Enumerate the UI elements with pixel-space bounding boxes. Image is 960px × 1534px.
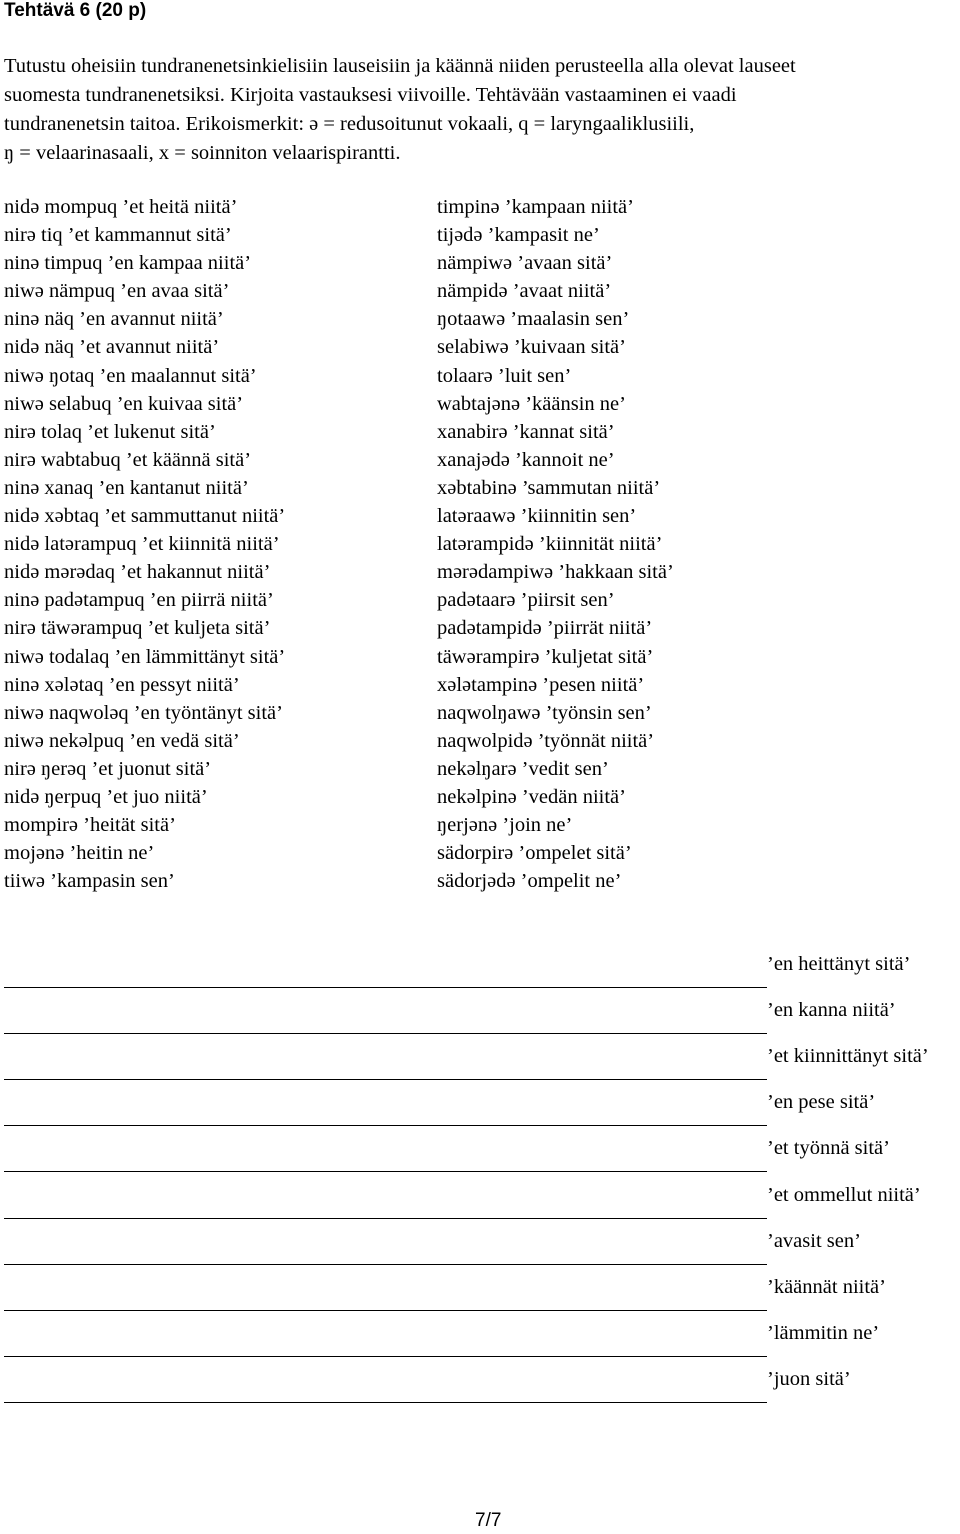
answer-row <box>0 1270 960 1316</box>
page-title: Tehtävä 6 (20 p) <box>4 0 147 21</box>
example-sentence: nidə näq ’et avannut niitä’ <box>4 336 220 359</box>
example-sentence: xanabirə ’kannat sitä’ <box>437 420 615 443</box>
answer-line[interactable] <box>4 1310 767 1311</box>
answer-row <box>0 1224 960 1270</box>
example-sentence: ninə näq ’en avannut niitä’ <box>4 308 224 331</box>
example-sentence: sädorpirə ’ompelet sitä’ <box>437 842 632 865</box>
example-sentence: tiiwə ’kampasin sen’ <box>4 870 175 893</box>
answer-line[interactable] <box>4 1033 767 1034</box>
example-sentence: nirə ŋerəq ’et juonut sitä’ <box>4 757 212 780</box>
answer-prompt: ’et ommellut niitä’ <box>767 1183 921 1206</box>
example-sentence: niwə nämpuq ’en avaa sitä’ <box>4 280 230 303</box>
answer-row <box>0 1362 960 1408</box>
example-sentence: ninə xanaq ’en kantanut niitä’ <box>4 476 249 499</box>
page-number: 7/7 <box>475 1510 502 1531</box>
example-sentence: ninə padətampuq ’en piirrä niitä’ <box>4 589 274 612</box>
answer-prompt: ’en pese sitä’ <box>767 1091 876 1114</box>
example-sentence: niwə nekəlpuq ’en vedä sitä’ <box>4 729 240 752</box>
instructions-line: Tutustu oheisiin tundranenetsinkielisiin lauseisiin ja käännä niiden perusteella alla olevat lauseet <box>4 55 796 77</box>
example-sentence: mompirə ’heität sitä’ <box>4 814 176 837</box>
answer-line[interactable] <box>4 1264 767 1265</box>
answer-row <box>0 1039 960 1085</box>
example-sentence: nämpidə ’avaat niitä’ <box>437 280 612 303</box>
example-sentence: nirə tiq ’et kammannut sitä’ <box>4 224 232 247</box>
example-sentence: nidə mompuq ’et heitä niitä’ <box>4 196 238 218</box>
example-sentence: padətampidə ’piirrät niitä’ <box>437 617 653 640</box>
example-sentence: ŋotaawə ’maalasin sen’ <box>437 308 630 331</box>
example-sentence: ninə timpuq ’en kampaa niitä’ <box>4 252 252 275</box>
example-sentence: selabiwə ’kuivaan sitä’ <box>437 336 626 359</box>
example-sentence: nidə xəbtaq ’et sammuttanut niitä’ <box>4 505 286 528</box>
example-sentence: nekəlpinə ’vedän niitä’ <box>437 785 626 808</box>
example-sentence: niwə selabuq ’en kuivaa sitä’ <box>4 392 244 415</box>
answer-row <box>0 1178 960 1224</box>
example-sentence: xəbtabinə ’sammutan niitä’ <box>437 476 661 499</box>
example-sentence: nirə wabtabuq ’et käännä sitä’ <box>4 448 252 471</box>
answer-prompt: ’et työnnä sitä’ <box>767 1137 890 1160</box>
answer-row <box>0 1131 960 1177</box>
example-sentence: timpinə ’kampaan niitä’ <box>437 196 634 218</box>
instructions-line: tundranenetsin taitoa. Erikoismerkit: ə = redusoitunut vokaali, q = laryngaaliklusiili, <box>4 113 695 135</box>
answer-line[interactable] <box>4 1402 767 1403</box>
example-sentence: latəraawə ’kiinnitin sen’ <box>437 505 637 528</box>
example-sentence: täwərampirə ’kuljetat sitä’ <box>437 645 654 668</box>
example-sentence: nekəlŋarə ’vedit sen’ <box>437 757 609 780</box>
example-sentence: latərampidə ’kiinnität niitä’ <box>437 533 663 556</box>
example-sentence: tolaarə ’luit sen’ <box>437 364 572 387</box>
example-sentence: ŋerjənə ’join ne’ <box>437 814 573 837</box>
instructions-line: ŋ = velaarinasaali, x = soinniton velaarispirantti. <box>4 142 401 164</box>
instructions-line: suomesta tundranenetsiksi. Kirjoita vastauksesi viivoille. Tehtävään vastaaminen ei vaadi <box>4 84 737 106</box>
example-sentence: sädorjədə ’ompelit ne’ <box>437 870 622 893</box>
example-sentence: naqwolpidə ’työnnät niitä’ <box>437 729 655 752</box>
example-sentence: niwə naqwoləq ’en työntänyt sitä’ <box>4 701 283 724</box>
answer-prompt: ’käännät niitä’ <box>767 1275 886 1298</box>
example-sentence: nidə latərampuq ’et kiinnitä niitä’ <box>4 533 280 556</box>
example-sentence: padətaarə ’piirsit sen’ <box>437 589 615 612</box>
example-sentence: nirə tolaq ’et lukenut sitä’ <box>4 420 216 443</box>
answer-prompt: ’juon sitä’ <box>767 1367 851 1390</box>
example-sentence: mojənə ’heitin ne’ <box>4 842 155 865</box>
example-sentence: wabtajənə ’käänsin ne’ <box>437 392 626 415</box>
example-sentence: nämpiwə ’avaan sitä’ <box>437 252 613 275</box>
answer-prompt: ’en heittänyt sitä’ <box>767 953 911 975</box>
answer-row <box>0 993 960 1039</box>
answer-row <box>0 1316 960 1362</box>
example-sentence: nidə mərədaq ’et hakannut niitä’ <box>4 561 271 584</box>
example-sentence: niwə ŋotaq ’en maalannut sitä’ <box>4 364 257 387</box>
answer-prompt: ’et kiinnittänyt sitä’ <box>767 1045 929 1068</box>
answer-prompt: ’avasit sen’ <box>767 1229 861 1252</box>
answer-line[interactable] <box>4 1218 767 1219</box>
answer-line[interactable] <box>4 987 767 988</box>
answer-line[interactable] <box>4 1171 767 1172</box>
example-sentence: tijədə ’kampasit ne’ <box>437 224 600 247</box>
example-sentence: mərədampiwə ’hakkaan sitä’ <box>437 561 674 584</box>
example-sentence: niwə todalaq ’en lämmittänyt sitä’ <box>4 645 286 668</box>
example-sentence: nirə täwərampuq ’et kuljeta sitä’ <box>4 617 271 640</box>
answer-prompt: ’lämmitin ne’ <box>767 1321 880 1344</box>
example-sentence: ninə xələtaq ’en pessyt niitä’ <box>4 673 240 696</box>
answer-line[interactable] <box>4 1079 767 1080</box>
answer-prompt: ’en kanna niitä’ <box>767 999 896 1022</box>
answer-line[interactable] <box>4 1125 767 1126</box>
example-sentence: naqwolŋawə ’työnsin sen’ <box>437 701 652 724</box>
example-sentence: nidə ŋerpuq ’et juo niitä’ <box>4 785 208 808</box>
example-sentence: xələtampinə ’pesen niitä’ <box>437 673 645 696</box>
answer-row <box>0 1085 960 1131</box>
answer-row <box>0 947 960 993</box>
example-sentence: xanajədə ’kannoit ne’ <box>437 448 615 471</box>
answer-line[interactable] <box>4 1356 767 1357</box>
